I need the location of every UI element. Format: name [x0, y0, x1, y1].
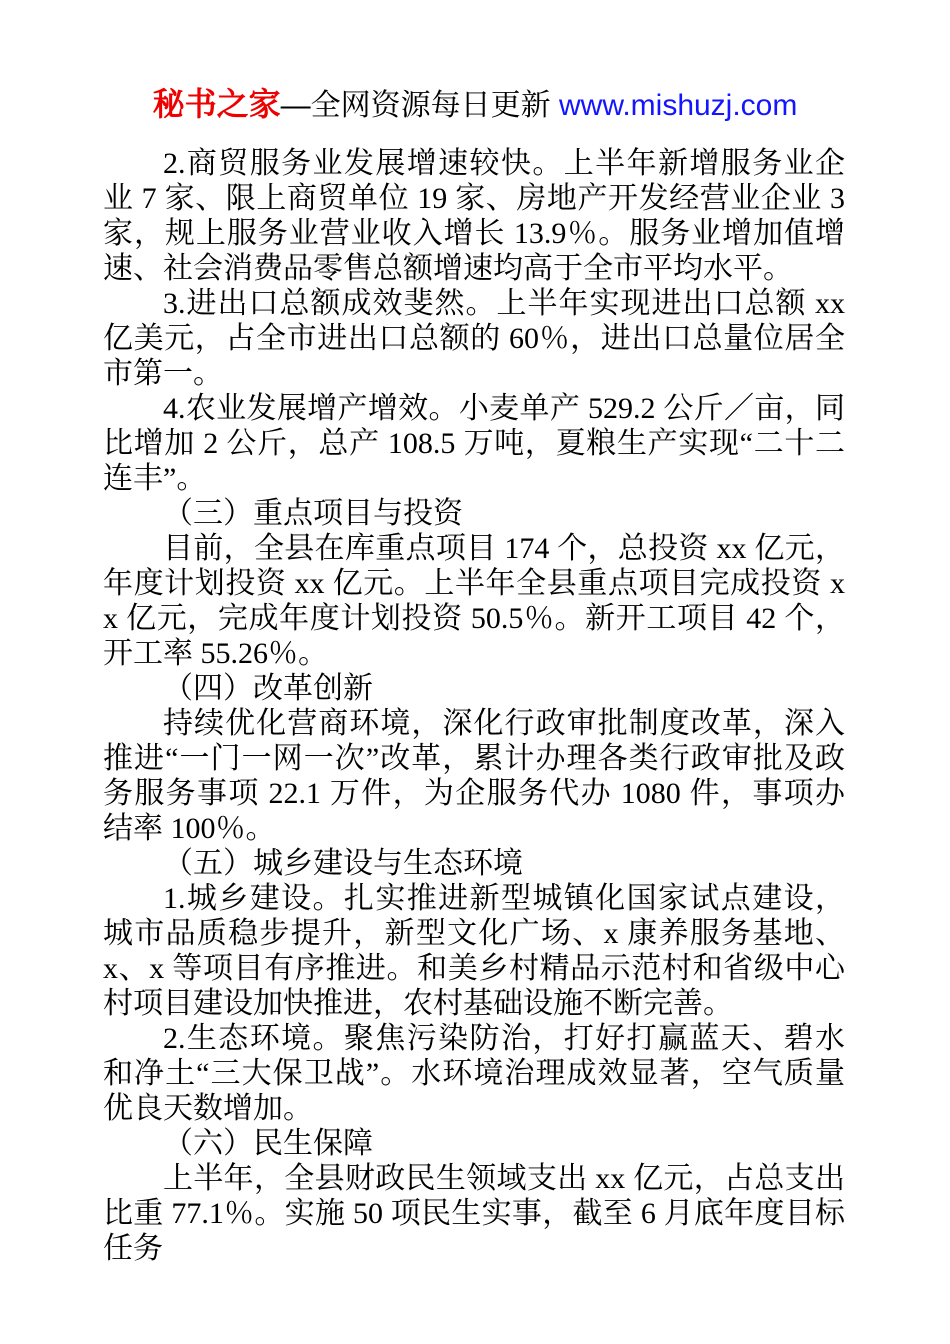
body-paragraph: 1.城乡建设。扎实推进新型城镇化国家试点建设，城市品质稳步提升，新型文化广场、x 康养服务基地、x、x 等项目有序推进。和美乡村精品示范村和省级中心村项目建设加快推进，农村基础设施不断完善。 — [103, 882, 845, 1020]
document-body — [103, 146, 845, 1266]
body-paragraph: 2.商贸服务业发展增速较快。上半年新增服务业企业 7 家、限上商贸单位 19 家、房地产开发经营业企业 3 家，规上服务业营业收入增长 13.9％。服务业增加值增速、社会消费品零售总额增速均高于全市平均水平。 — [103, 147, 845, 285]
site-name: 秘书之家 — [152, 86, 281, 122]
header-tagline: 全网资源每日更新 — [310, 89, 551, 122]
body-paragraph: 持续优化营商环境，深化行政审批制度改革，深入推进“一门一网一次”改革，累计办理各类行政审批及政务服务事项 22.1 万件，为企服务代办 1080 件，事项办结率 100％。 — [103, 707, 845, 845]
section-heading: （六）民生保障 — [163, 1127, 373, 1160]
section-heading: （五）城乡建设与生态环境 — [163, 847, 523, 880]
site-url-link[interactable]: www.mishuzj.com — [558, 89, 798, 122]
header-space — [551, 89, 559, 122]
body-paragraph: 目前，全县在库重点项目 174 个，总投资 xx 亿元，年度计划投资 xx 亿元。上半年全县重点项目完成投资 xx 亿元，完成年度计划投资 50.5％。新开工项目 42 个，开工率 55.26％。 — [103, 532, 845, 670]
body-paragraph: 3.进出口总额成效斐然。上半年实现进出口总额 xx 亿美元，占全市进出口总额的 60％，进出口总量位居全市第一。 — [103, 287, 845, 390]
section-heading: （四）改革创新 — [163, 672, 373, 705]
body-paragraph: 2.生态环境。聚焦污染防治，打好打赢蓝天、碧水和净土“三大保卫战”。水环境治理成效显著，空气质量优良天数增加。 — [103, 1022, 845, 1125]
body-paragraph: 上半年，全县财政民生领域支出 xx 亿元，占总支出比重 77.1％。实施 50 项民生实事，截至 6 月底年度目标任务 — [103, 1162, 845, 1265]
section-heading: （三）重点项目与投资 — [163, 497, 463, 530]
body-paragraph: 4.农业发展增产增效。小麦单产 529.2 公斤／亩，同比增加 2 公斤，总产 108.5 万吨，夏粮生产实现“二十二连丰”。 — [103, 392, 845, 495]
site-header — [0, 0, 950, 126]
header-separator: — — [280, 89, 311, 122]
